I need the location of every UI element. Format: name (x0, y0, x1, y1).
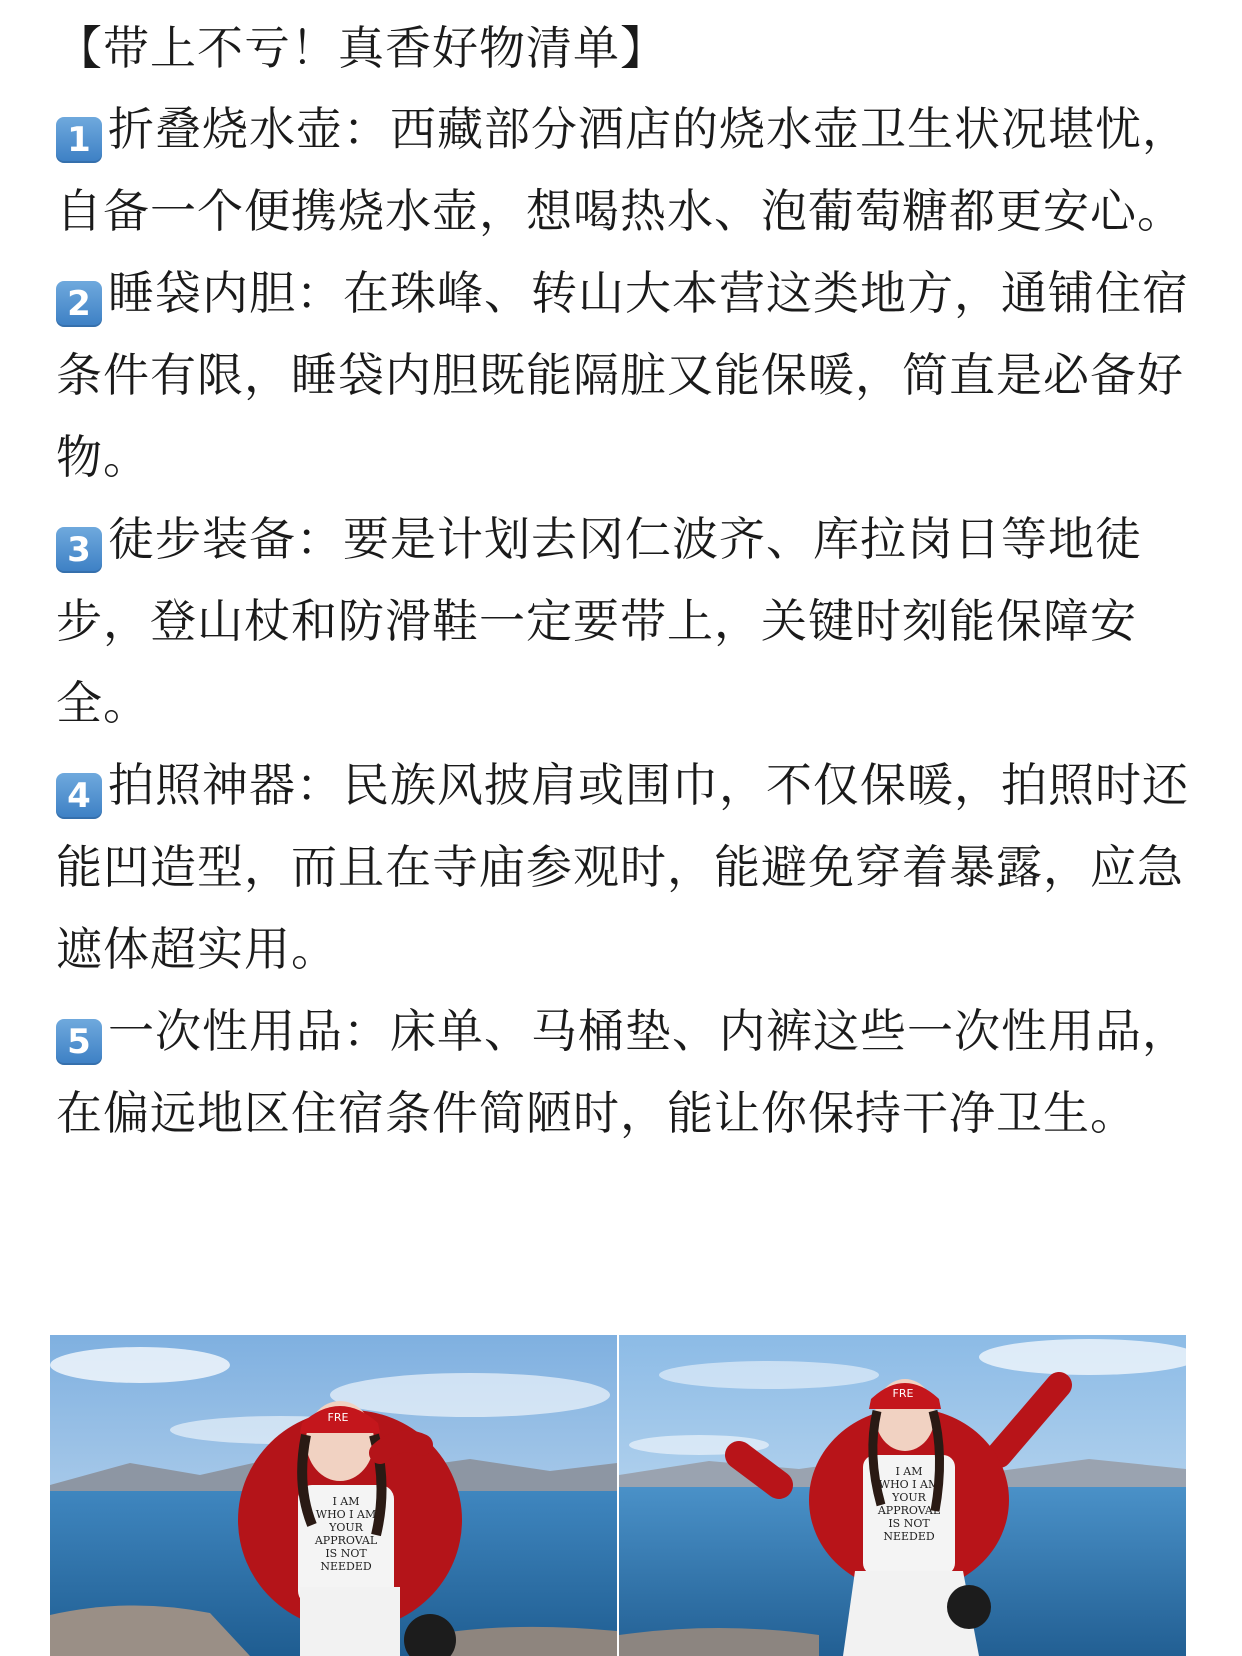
list-item (56, 744, 1206, 990)
shirt-text-line: APPROVAL (877, 1504, 941, 1517)
list-item (56, 252, 1206, 498)
shirt-text-line: NEEDED (883, 1530, 935, 1543)
shirt-text-line: IS NOT (325, 1547, 367, 1560)
lakeside-scene-image (50, 1335, 617, 1656)
document-body (56, 8, 1206, 1154)
item-text: 一次性用品：床单、马桶垫、内裤这些一次性用品，在偏远地区住宿条件简陋时，能让你保持干净卫生。 (56, 1004, 1189, 1140)
item-text: 拍照神器：民族风披肩或围巾，不仅保暖，拍照时还能凹造型，而且在寺庙参观时，能避免穿着暴露，应急遮体超实用。 (56, 758, 1189, 976)
list-item (56, 990, 1206, 1154)
item-text: 睡袋内胆：在珠峰、转山大本营这类地方，通铺住宿条件有限，睡袋内胆既能隔脏又能保暖，简直是必备好物。 (56, 266, 1189, 484)
shirt-text-line: IS NOT (888, 1517, 930, 1530)
shirt-text-line: WHO I AM (315, 1508, 377, 1521)
lakeside-scene-image (619, 1335, 1186, 1656)
shirt-text-line: I AM (332, 1495, 360, 1508)
item-text: 徒步装备：要是计划去冈仁波齐、库拉岗日等地徒步，登山杖和防滑鞋一定要带上，关键时刻能保障安全。 (56, 512, 1142, 730)
number-1-badge-icon: 1 (56, 117, 102, 163)
shirt-text-line: YOUR (329, 1521, 363, 1534)
lakeside-photo-sitting (50, 1335, 617, 1656)
item-text: 折叠烧水壶：西藏部分酒店的烧水壶卫生状况堪忧，自备一个便携烧水壶，想喝热水、泡葡萄糖都更安心。 (56, 102, 1189, 238)
page-title: 【带上不亏！真香好物清单】 (56, 21, 667, 75)
shirt-text-line: WHO I AM (878, 1478, 940, 1491)
number-4-badge-icon: 4 (56, 773, 102, 819)
number-2-badge-icon: 2 (56, 281, 102, 327)
cap-text: FRE (327, 1411, 349, 1424)
list-item (56, 88, 1206, 252)
list-item (56, 498, 1206, 744)
shirt-text-line: YOUR (892, 1491, 926, 1504)
number-5-badge-icon: 5 (56, 1019, 102, 1065)
shirt-text-line: I AM (895, 1465, 923, 1478)
number-3-badge-icon: 3 (56, 527, 102, 573)
lakeside-photo-arms-open (619, 1335, 1186, 1656)
shirt-text-line: NEEDED (320, 1560, 372, 1573)
cap-text: FRE (892, 1387, 914, 1400)
shirt-text-line: APPROVAL (314, 1534, 378, 1547)
photo-strip (50, 1335, 1186, 1656)
